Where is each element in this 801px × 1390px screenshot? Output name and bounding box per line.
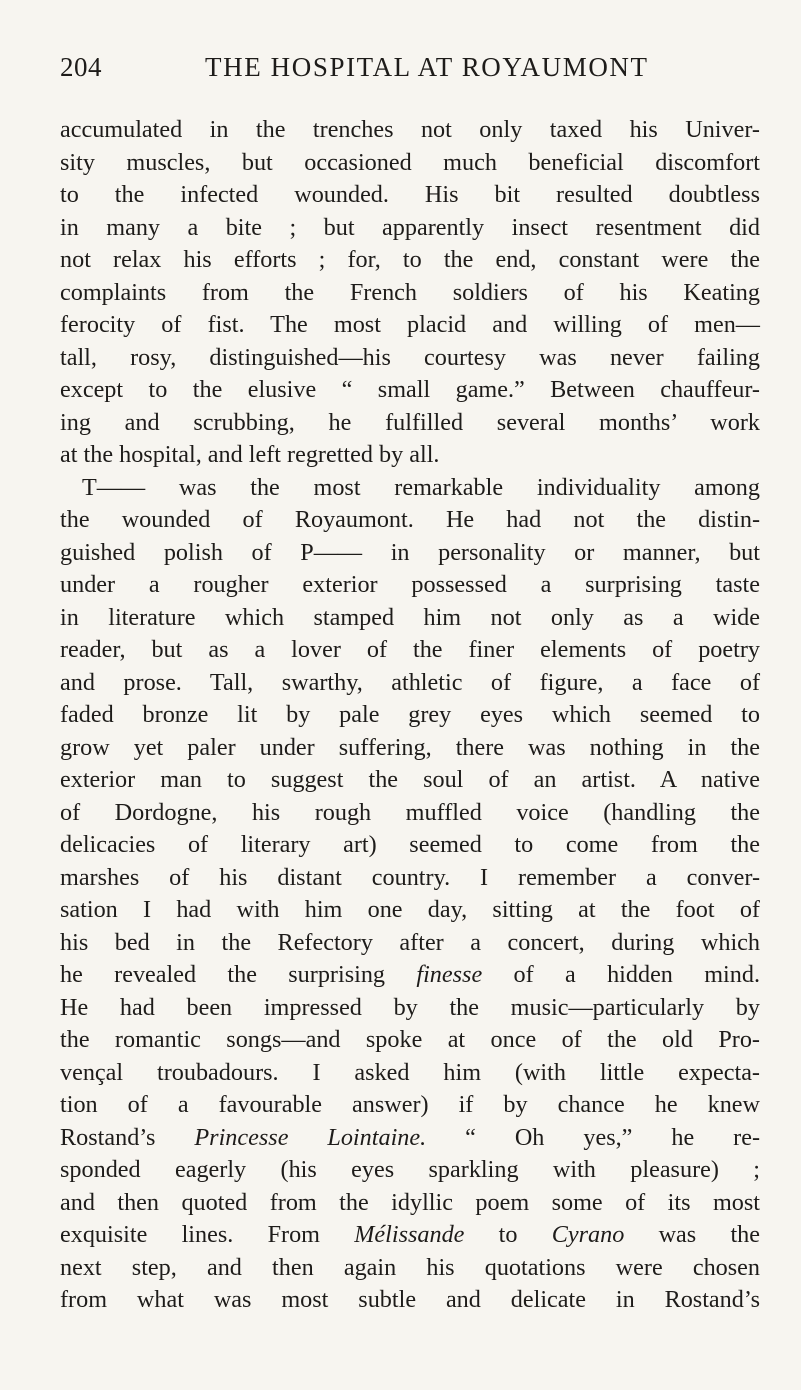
text-segment: under a rougher exterior possessed a surprising taste — [60, 571, 760, 598]
italic-text: Mélissande — [354, 1221, 465, 1248]
text-line — [60, 1252, 760, 1285]
text-line — [60, 407, 760, 440]
text-segment: the wounded of Royaumont. He had not the distin- — [60, 506, 760, 533]
text-segment: next step, and then again his quotations were chosen — [60, 1253, 760, 1281]
text-line — [60, 472, 760, 505]
text-segment: not relax his efforts ; for, to the end, constant were the — [60, 246, 760, 273]
text-segment: in many a bite ; but apparently insect resentment did — [60, 213, 760, 241]
text-segment: the romantic songs—and spoke at once of the old Pro- — [60, 1026, 760, 1053]
text-line — [60, 537, 760, 570]
text-segment: ing and scrubbing, he fulfilled several months’ work — [60, 408, 760, 436]
text-segment: sponded eagerly (his eyes sparkling with pleasure) ; — [60, 1156, 760, 1183]
text-segment: vençal troubadours. I asked him (with little expecta- — [60, 1058, 760, 1086]
text-line — [60, 894, 760, 927]
text-segment: marshes of his distant country. I remember a conver- — [60, 863, 760, 891]
text-segment: in literature which stamped him not only as a wide — [60, 603, 760, 631]
text-line — [60, 179, 760, 212]
text-line — [60, 1187, 760, 1220]
text-line — [60, 1122, 760, 1155]
text-line — [60, 699, 760, 732]
text-line — [60, 244, 760, 277]
text-segment: and prose. Tall, swarthy, athletic of figure, a face of — [60, 668, 760, 696]
text-segment: guished polish of P—— in personality or manner, but — [60, 538, 760, 566]
text-segment: of Dordogne, his rough muffled voice (handling the — [60, 798, 760, 826]
text-segment: to — [464, 1221, 552, 1248]
body-text — [60, 114, 760, 1317]
text-line — [60, 439, 760, 472]
text-line — [60, 309, 760, 342]
text-line — [60, 504, 760, 537]
text-segment: reader, but as a lover of the finer elements of poetry — [60, 636, 760, 663]
text-line — [60, 797, 760, 830]
text-line — [60, 602, 760, 635]
text-line — [60, 342, 760, 375]
text-line — [60, 569, 760, 602]
text-segment: tion of a favourable answer) if by chance he knew — [60, 1091, 760, 1118]
text-segment: his bed in the Refectory after a concert, during which — [60, 928, 760, 956]
text-segment: accumulated in the trenches not only taxed his Univer- — [60, 116, 760, 143]
text-line — [60, 1024, 760, 1057]
text-line — [60, 634, 760, 667]
text-segment: exquisite lines. From — [60, 1221, 355, 1248]
text-segment: faded bronze lit by pale grey eyes which seemed to — [60, 701, 760, 728]
running-title: THE HOSPITAL AT ROYAUMONT — [205, 52, 649, 82]
text-line — [60, 1219, 760, 1252]
text-line — [60, 1089, 760, 1122]
italic-text: finesse — [416, 961, 483, 988]
text-segment: except to the elusive “ small game.” Between chauffeur- — [60, 376, 760, 403]
text-segment: grow yet paler under suffering, there was nothing in the — [60, 733, 760, 761]
text-segment: of a hidden mind. — [482, 961, 760, 988]
text-line — [60, 992, 760, 1025]
text-line — [60, 212, 760, 245]
text-line — [60, 1057, 760, 1090]
text-line — [60, 1154, 760, 1187]
text-segment: Rostand’s — [60, 1123, 195, 1151]
text-segment: to the infected wounded. His bit resulted doubtless — [60, 181, 760, 208]
text-segment: he revealed the surprising — [60, 961, 417, 988]
text-segment: delicacies of literary art) seemed to come from the — [60, 831, 760, 858]
text-line — [60, 927, 760, 960]
text-segment: He had been impressed by the music—particularly by — [60, 993, 760, 1021]
text-line — [60, 114, 760, 147]
text-segment: tall, rosy, distinguished—his courtesy was never failing — [60, 343, 760, 371]
text-line — [60, 1284, 760, 1317]
italic-text: Cyrano — [551, 1221, 625, 1248]
text-line — [60, 764, 760, 797]
text-segment: from what was most subtle and delicate in Rostand’s — [60, 1286, 760, 1313]
text-segment: complaints from the French soldiers of his Keating — [60, 278, 760, 306]
page-number: 204 — [60, 52, 102, 82]
text-segment: ferocity of fist. The most placid and willing of men— — [60, 311, 760, 338]
text-line — [60, 147, 760, 180]
text-segment: and then quoted from the idyllic poem some of its most — [60, 1188, 760, 1216]
text-segment: exterior man to suggest the soul of an artist. A native — [60, 766, 760, 793]
text-line — [60, 374, 760, 407]
text-segment: at the hospital, and left regretted by all. — [60, 441, 440, 468]
text-segment: “ Oh yes,” he re- — [426, 1123, 760, 1151]
text-line — [60, 667, 760, 700]
text-line — [60, 732, 760, 765]
text-segment: sity muscles, but occasioned much beneficial discomfort — [60, 148, 760, 176]
page-header — [60, 52, 740, 92]
text-line — [60, 959, 760, 992]
text-segment: was the — [624, 1221, 760, 1248]
italic-text: Princesse Lointaine. — [194, 1123, 427, 1151]
text-segment: sation I had with him one day, sitting at the foot of — [60, 896, 760, 923]
text-segment: T—— was the most remarkable individuality among — [82, 473, 760, 501]
text-line — [60, 277, 760, 310]
text-line — [60, 862, 760, 895]
text-line — [60, 829, 760, 862]
